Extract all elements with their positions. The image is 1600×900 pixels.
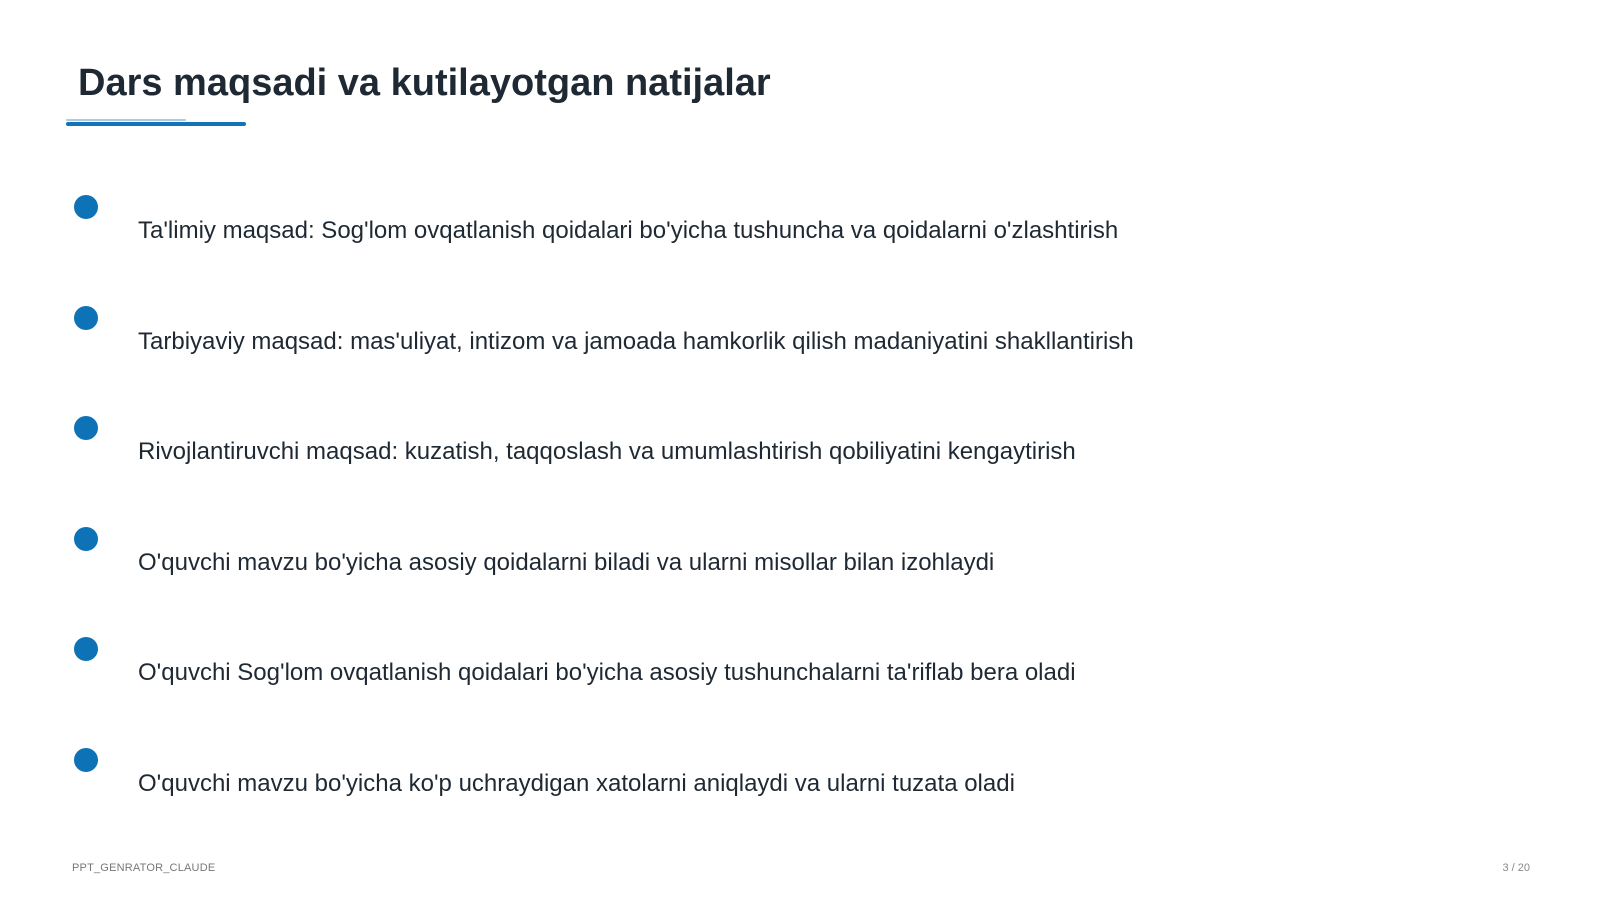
bullet-dot-icon <box>74 195 98 219</box>
bullet-item <box>0 416 1600 476</box>
bullet-text: O'quvchi Sog'lom ovqatlanish qoidalari bo'yicha asosiy tushunchalarni ta'riflab bera oladi <box>138 659 1076 686</box>
page-indicator: 3 / 20 <box>1502 862 1530 874</box>
slide-title: Dars maqsadi va kutilayotgan natijalar <box>78 62 771 104</box>
bullet-text: Ta'limiy maqsad: Sog'lom ovqatlanish qoidalari bo'yicha tushuncha va qoidalarni o'zlashtirish <box>138 217 1119 244</box>
bullet-dot-icon <box>74 527 98 551</box>
bullet-item <box>0 527 1600 587</box>
bullet-text: O'quvchi mavzu bo'yicha asosiy qoidalarni biladi va ularni misollar bilan izohlaydi <box>138 549 995 576</box>
bullet-dot-icon <box>74 306 98 330</box>
footer-brand: PPT_GENRATOR_CLAUDE <box>72 862 216 874</box>
bullet-item <box>0 195 1600 255</box>
bullet-item <box>0 748 1600 808</box>
bullet-text: Rivojlantiruvchi maqsad: kuzatish, taqqoslash va umumlashtirish qobiliyatini kengaytirish <box>138 438 1076 465</box>
bullet-text: Tarbiyaviy maqsad: mas'uliyat, intizom va jamoada hamkorlik qilish madaniyatini shakllantirish <box>138 328 1134 355</box>
bullet-item <box>0 306 1600 366</box>
bullet-dot-icon <box>74 637 98 661</box>
bullet-item <box>0 637 1600 697</box>
bullet-text: O'quvchi mavzu bo'yicha ko'p uchraydigan xatolarni aniqlaydi va ularni tuzata oladi <box>138 770 1015 797</box>
bullet-dot-icon <box>74 748 98 772</box>
bullet-dot-icon <box>74 416 98 440</box>
